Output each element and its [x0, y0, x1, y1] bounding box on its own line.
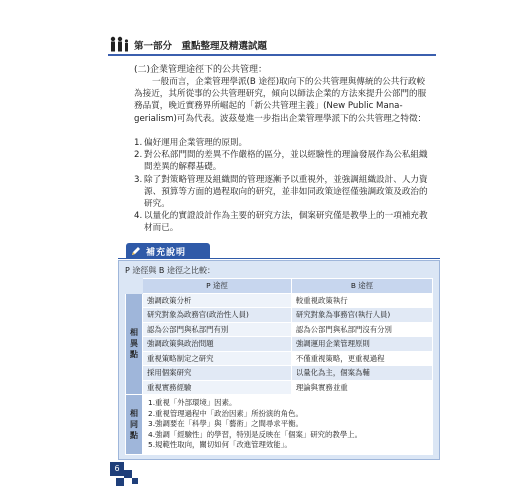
section-heading: (二)企業管理途徑下的公共管理： [134, 65, 268, 75]
table-cell: 認為公部門與私部門有別 [143, 322, 292, 337]
table-row [126, 366, 433, 381]
table-row [126, 380, 433, 395]
column-header-p: P 途徑 [143, 279, 292, 294]
table-cell: 研究對象為事務官(執行人員) [291, 308, 432, 323]
table-cell: 重視策略制定之研究 [143, 351, 292, 366]
column-header-b: B 途徑 [291, 279, 432, 294]
table-corner [126, 279, 143, 294]
list-item-text: 以量化的實證設計作為主要的研究方法，個案研究僅是教學上的一項補充教材而已。 [144, 211, 428, 234]
same-label: 相 同 點 [126, 395, 143, 455]
list-item-text: 偏好運用企業管理的原則。 [144, 138, 248, 148]
diff-label: 相 異 點 [126, 293, 143, 395]
same-points-cell [143, 395, 433, 455]
table-cell: 強調政策與政治問題 [143, 337, 292, 352]
header-rule [108, 54, 436, 56]
table-cell: 採用個案研究 [143, 366, 292, 381]
supplement-tab [126, 243, 210, 259]
same-point: 4.強調「經驗性」的學習，特別是反映在「個案」研究的教學上。 [148, 429, 362, 439]
list-item-text: 除了對策略管理及組織間的管理逐漸予以重視外，並強調組織設計、人力資源、預算等方面的過程取向的研究，並非如同政策途徑僅強調政策及政治的研究。 [144, 174, 428, 210]
table-row [126, 322, 433, 337]
table-cell: 強調政策分析 [143, 293, 292, 308]
pencil-icon [130, 245, 142, 257]
table-row [126, 351, 433, 366]
list-item [134, 149, 432, 173]
decorative-square [116, 478, 124, 486]
supplement-rule [118, 258, 440, 259]
table-row [126, 395, 433, 455]
list-item-number: 1. [134, 138, 143, 148]
table-cell: 重視實務經驗 [143, 380, 292, 395]
supplement-label: 補充說明 [146, 248, 187, 258]
list-item [134, 137, 432, 149]
table-cell: 研究對象為政務官(政治性人員) [143, 308, 292, 323]
same-point: 5.規範性取向，關切如何「改進管理效能」。 [148, 440, 292, 450]
supplement-header [118, 243, 440, 259]
page-number: 6 [110, 462, 124, 476]
people-icon [108, 36, 130, 52]
table-row [126, 308, 433, 323]
page-header [108, 36, 428, 54]
same-point: 1.重視「外部環境」因素。 [148, 398, 237, 407]
decorative-square [132, 478, 138, 484]
same-point: 3.強調要在「科學」與「藝術」之間尋求平衡。 [148, 419, 303, 429]
table-header-row [126, 279, 433, 294]
list-item [134, 174, 432, 211]
section-intro: 一般而言，企業管理學派(B 途徑)取向下的公共管理與傳統的公共行政較為接近，其所從事的公共管理研究，傾向以師法企業的方法來提升公部門的服務品質，晚近實務界所崛起的「新公共管理主義」(New Public Mana-gerialism)可為代表。波茲曼進一步指出企業管理學派下的公共管理之特徵： [134, 77, 427, 124]
comparison-box [118, 260, 440, 460]
table-row [126, 337, 433, 352]
list-item-number: 2. [134, 150, 143, 161]
table-cell: 理論與實務並重 [291, 380, 432, 395]
header-title: 第一部分 重點整理及精選試題 [134, 41, 268, 52]
table-cell: 不僅重視策略，更重視過程 [291, 351, 432, 366]
table-cell: 較重視政策執行 [291, 293, 432, 308]
same-point: 2.重視管理過程中「政治因素」所扮演的角色。 [148, 408, 303, 418]
list-item [134, 210, 432, 234]
list-item-number: 3. [134, 174, 143, 185]
feature-list [134, 137, 432, 235]
decorative-square [124, 470, 132, 478]
table-cell: 以量化為主，個案為輔 [291, 366, 432, 381]
comparison-table [125, 278, 433, 455]
table-cell: 認為公部門與私部門沒有分別 [291, 322, 432, 337]
table-cell: 強調運用企業管理原則 [291, 337, 432, 352]
list-item-number: 4. [134, 211, 143, 222]
comparison-title: P 途徑與 B 途徑之比較： [125, 266, 215, 275]
list-item-text: 對公私部門間的差異不作嚴格的區分，並以經驗性的理論發展作為公私組織間差異的解釋基礎。 [144, 150, 428, 173]
table-row [126, 293, 433, 308]
